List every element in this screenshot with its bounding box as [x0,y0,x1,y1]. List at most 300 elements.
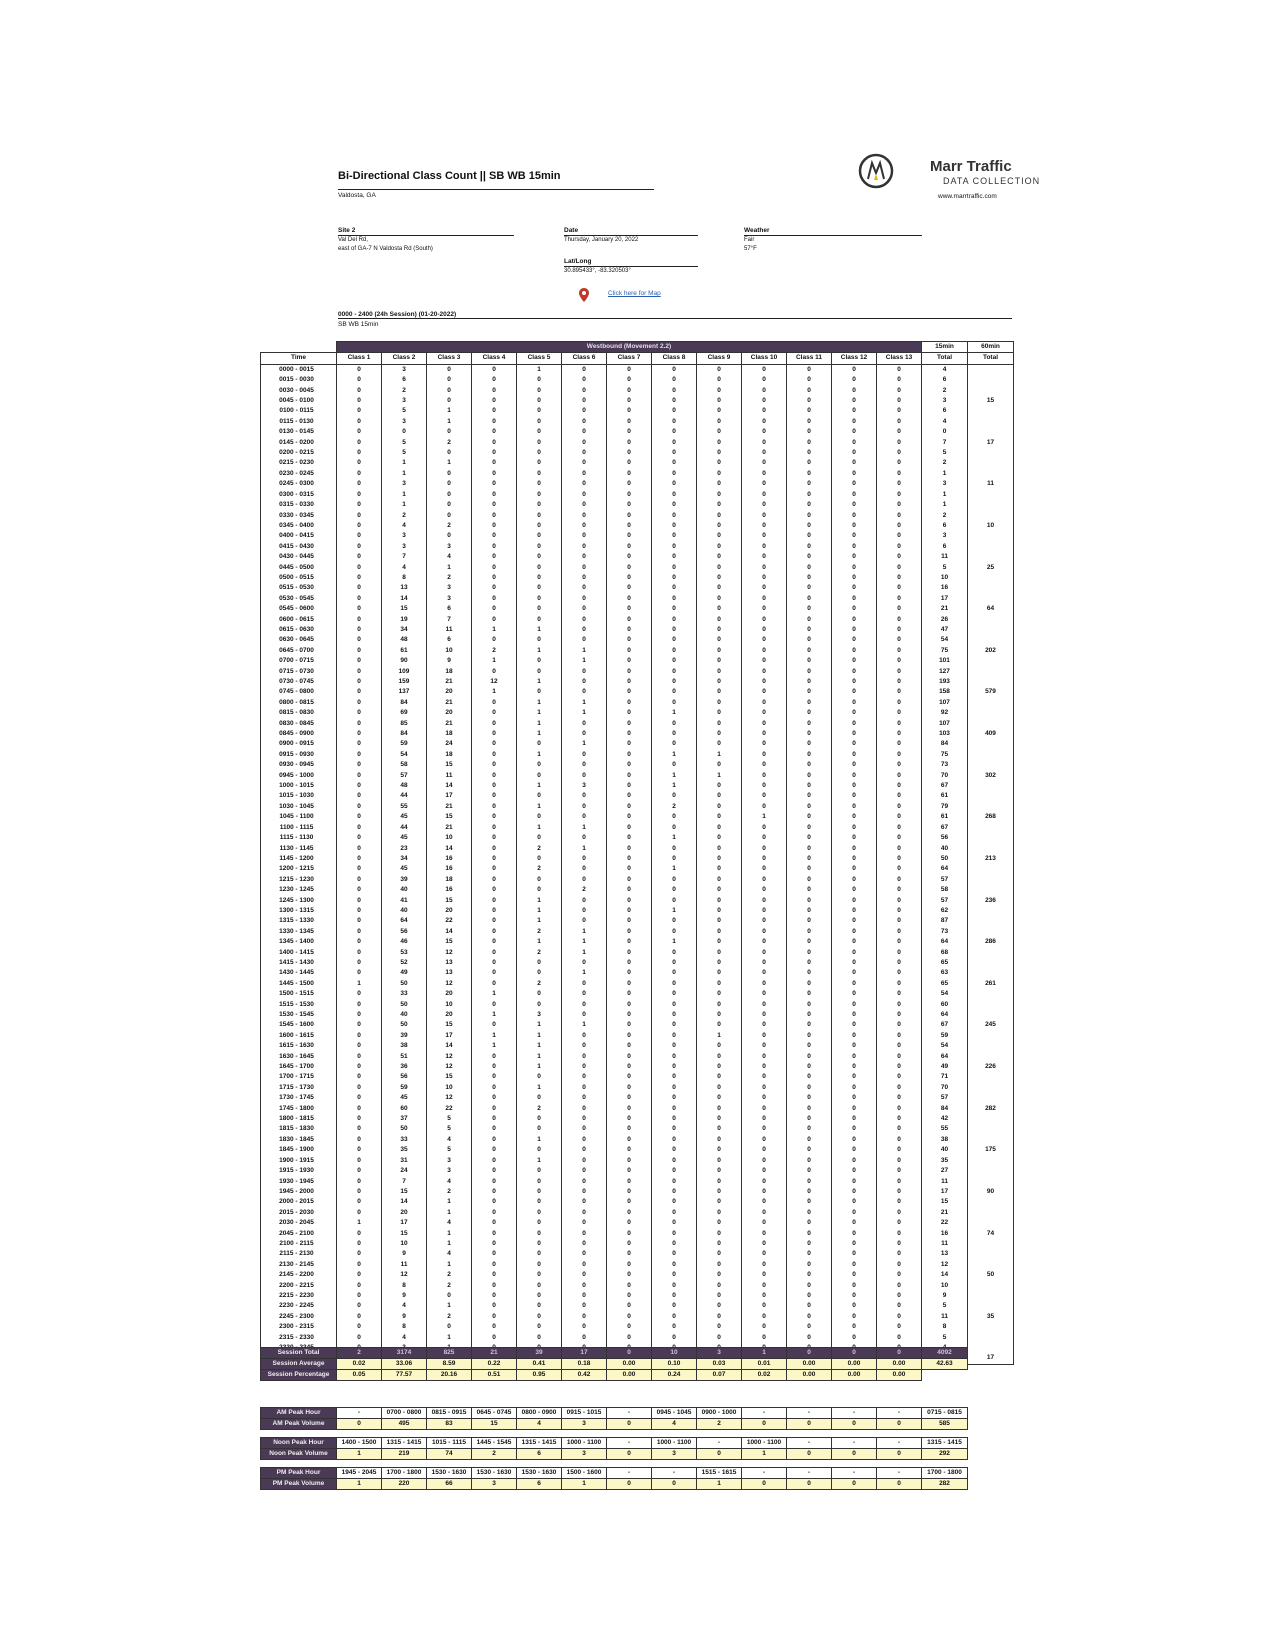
class-cell: 0 [742,906,787,916]
class-cell: 0 [652,1031,697,1041]
total15-cell: 193 [922,677,968,687]
total60-cell [968,667,1014,677]
class-cell: 0 [382,427,427,437]
class-cell: 0 [832,1010,877,1020]
class-cell: 0 [832,635,877,645]
class-cell: 0 [427,396,472,406]
time-cell: 0045 - 0100 [261,396,337,406]
class-cell: 0 [697,511,742,521]
session-percentage-row-cell: 0.07 [697,1370,742,1381]
class-cell: 17 [382,1218,427,1228]
class-cell: 0 [337,1041,382,1051]
class-cell: 0 [787,458,832,468]
class-cell: 0 [742,646,787,656]
class-cell: 0 [652,427,697,437]
time-cell: 1245 - 1300 [261,896,337,906]
class-cell: 0 [742,989,787,999]
class-cell: 0 [337,396,382,406]
class-cell: 0 [742,500,787,510]
noon-peak-hour-row-cell: 1000 - 1100 [652,1438,697,1449]
class-cell: 0 [607,802,652,812]
class-cell: 0 [832,479,877,489]
class-cell: 0 [472,719,517,729]
time-cell: 0115 - 0130 [261,417,337,427]
class-cell: 0 [832,1124,877,1134]
session-average-row-cell: 0.00 [877,1359,922,1370]
pm-peak-table [260,1467,968,1490]
class-cell: 0 [697,677,742,687]
band-spacer [261,342,337,353]
class-cell: 0 [832,396,877,406]
class-cell: 7 [382,552,427,562]
table-row [261,469,1014,479]
time-cell: 1615 - 1630 [261,1041,337,1051]
class-cell: 0 [697,1041,742,1051]
class-cell: 0 [787,833,832,843]
class-cell: 2 [427,438,472,448]
class-cell: 0 [742,927,787,937]
session-subtitle: SB WB 15min [338,321,379,328]
class-cell: 1 [652,781,697,791]
class-cell: 0 [652,479,697,489]
time-cell: 0500 - 0515 [261,573,337,583]
class-cell: 0 [337,1052,382,1062]
total15-cell: 2 [922,458,968,468]
class-cell: 0 [877,396,922,406]
class-cell: 0 [697,1020,742,1030]
table-row [261,1281,1014,1291]
class-cell: 0 [877,469,922,479]
class-cell: 1 [472,1031,517,1041]
class-cell: 1 [517,916,562,926]
class-cell: 0 [337,427,382,437]
class-cell: 0 [337,500,382,510]
class-cell: 0 [877,906,922,916]
class-cell: 0 [427,490,472,500]
class-cell: 2 [427,1270,472,1280]
map-pin-icon[interactable] [578,287,590,303]
class-cell: 1 [517,937,562,947]
class-cell: 0 [697,1333,742,1343]
table-row [261,1177,1014,1187]
noon-peak-hour-row-cell: 1315 - 1415 [922,1438,968,1449]
session-average-row-cell: 0.41 [517,1359,562,1370]
total60-cell [968,1208,1014,1218]
class-cell: 0 [877,750,922,760]
class-cell: 0 [832,927,877,937]
class-cell: 0 [877,791,922,801]
table-row [261,448,1014,458]
class-cell: 0 [517,1260,562,1270]
class-cell: 0 [877,1072,922,1082]
class-cell: 0 [697,1291,742,1301]
table-row [261,615,1014,625]
class-cell: 0 [607,1333,652,1343]
class-cell: 0 [472,1270,517,1280]
class-cell: 0 [607,677,652,687]
total15-cell: 50 [922,854,968,864]
class-cell: 51 [382,1052,427,1062]
class-cell: 0 [787,885,832,895]
time-cell: 0400 - 0415 [261,531,337,541]
website-url[interactable]: www.marrtraffic.com [938,193,997,200]
class-cell: 0 [517,739,562,749]
class-cell: 2 [517,1104,562,1114]
class-cell: 21 [427,677,472,687]
class-cell: 1 [427,406,472,416]
class-cell: 0 [472,604,517,614]
am-peak-table [260,1407,968,1430]
class-cell: 0 [607,916,652,926]
class-cell: 0 [742,1270,787,1280]
time-cell: 0030 - 0045 [261,386,337,396]
class-cell: 1 [517,802,562,812]
class-cell: 0 [877,511,922,521]
class-cell: 0 [652,968,697,978]
class-cell: 159 [382,677,427,687]
table-row [261,1052,1014,1062]
class-cell: 1 [562,708,607,718]
class-cell: 0 [562,375,607,385]
class-cell: 0 [652,469,697,479]
session-total-row-cell: 0 [832,1348,877,1359]
class-cell: 4 [427,1218,472,1228]
class-cell: 0 [607,687,652,697]
class-cell: 0 [337,646,382,656]
class-cell: 0 [607,896,652,906]
class-cell: 9 [382,1291,427,1301]
class-cell: 55 [382,802,427,812]
class-cell: 0 [742,1208,787,1218]
session-total-row-label: Session Total [261,1348,337,1359]
class-cell: 0 [787,948,832,958]
class-cell: 10 [427,1083,472,1093]
class-cell: 0 [337,364,382,375]
class-cell: 0 [607,438,652,448]
class-cell: 0 [697,937,742,947]
total15-cell: 49 [922,1062,968,1072]
class-cell: 0 [607,729,652,739]
class-cell: 0 [697,667,742,677]
class-cell: 15 [427,1072,472,1082]
report-location: Valdosta, GA [338,192,376,199]
total15-cell: 11 [922,1177,968,1187]
class-cell: 0 [832,687,877,697]
class-cell: 0 [472,469,517,479]
class-cell: 0 [877,1291,922,1301]
total60-cell: 35 [968,1312,1014,1322]
total15-cell: 21 [922,1208,968,1218]
total15-header: Total [922,353,968,364]
class-cell: 24 [427,739,472,749]
class-cell: 0 [877,760,922,770]
time-header: Time [261,353,337,364]
class-cell: 0 [337,1072,382,1082]
class-cell: 0 [517,1187,562,1197]
class-cell: 0 [877,615,922,625]
total15-cell: 58 [922,885,968,895]
class-cell: 0 [877,1239,922,1249]
time-cell: 2015 - 2030 [261,1208,337,1218]
class-cell: 0 [562,625,607,635]
class-cell: 0 [697,396,742,406]
class-cell: 0 [877,552,922,562]
total15-cell: 14 [922,1270,968,1280]
class-cell: 0 [562,448,607,458]
class-cell: 0 [337,573,382,583]
class-cell: 0 [832,1218,877,1228]
class-cell: 0 [742,1010,787,1020]
class-cell: 0 [652,979,697,989]
class-cell: 0 [697,646,742,656]
class-cell: 0 [877,490,922,500]
class-cell: 0 [877,1333,922,1343]
class-cell: 0 [607,989,652,999]
map-link[interactable]: Click here for Map [608,290,661,297]
class-cell: 0 [337,1145,382,1155]
table-row [261,968,1014,978]
class-cell: 0 [697,1187,742,1197]
class-cell: 0 [607,1249,652,1259]
class-cell: 0 [562,604,607,614]
class-cell: 34 [382,854,427,864]
time-cell: 1015 - 1030 [261,791,337,801]
class-cell: 10 [427,1000,472,1010]
class-cell: 0 [652,511,697,521]
site-line2: east of GA-7 N Valdosta Rd (South) [338,246,433,252]
class-cell: 0 [832,1135,877,1145]
total15-cell: 75 [922,750,968,760]
class-cell: 2 [517,979,562,989]
class-cell: 0 [607,386,652,396]
total60-cell: 302 [968,771,1014,781]
class-cell: 18 [427,875,472,885]
class-cell: 0 [652,615,697,625]
time-cell: 1000 - 1015 [261,781,337,791]
time-cell: 0245 - 0300 [261,479,337,489]
marr-traffic-logo-icon [858,153,894,189]
class-header-2: Class 2 [382,353,427,364]
class-cell: 1 [742,812,787,822]
class-cell: 0 [742,1156,787,1166]
class-cell: 0 [337,625,382,635]
class-cell: 15 [382,1229,427,1239]
logo-tagline: DATA COLLECTION [943,176,1041,186]
class-cell: 0 [877,417,922,427]
class-cell: 0 [607,1239,652,1249]
total15-cell: 38 [922,1135,968,1145]
total15-cell: 54 [922,1041,968,1051]
class-cell: 1 [517,364,562,375]
class-cell: 0 [832,458,877,468]
class-cell: 0 [697,896,742,906]
class-cell: 0 [607,667,652,677]
session-average-row-cell: 33.06 [382,1359,427,1370]
total15-cell: 11 [922,552,968,562]
total60-cell: 245 [968,1020,1014,1030]
class-cell: 0 [877,386,922,396]
class-cell: 0 [562,521,607,531]
class-cell: 2 [427,1187,472,1197]
table-row [261,1333,1014,1343]
class-cell: 0 [337,594,382,604]
class-cell: 0 [742,1124,787,1134]
class-cell: 0 [607,490,652,500]
class-cell: 0 [877,573,922,583]
table-row [261,1208,1014,1218]
class-cell: 0 [607,1281,652,1291]
class-cell: 0 [652,448,697,458]
class-cell: 0 [742,1104,787,1114]
pm-peak-volume-row-cell: 0 [832,1479,877,1490]
class-cell: 9 [427,656,472,666]
class-cell: 0 [697,386,742,396]
class-cell: 0 [787,615,832,625]
class-cell: 0 [472,531,517,541]
class-cell: 0 [697,906,742,916]
class-cell: 0 [742,823,787,833]
class-cell: 0 [742,573,787,583]
total60-cell [968,1031,1014,1041]
total15-cell: 64 [922,864,968,874]
class-cell: 0 [607,1062,652,1072]
class-cell: 0 [472,438,517,448]
class-cell: 0 [697,427,742,437]
time-cell: 2100 - 2115 [261,1239,337,1249]
total15-cell: 61 [922,812,968,822]
class-cell: 0 [607,1031,652,1041]
class-cell: 0 [562,583,607,593]
class-cell: 0 [787,1249,832,1259]
class-cell: 0 [832,1000,877,1010]
class-cell: 0 [787,635,832,645]
class-cell: 0 [607,1156,652,1166]
total60-cell [968,708,1014,718]
class-cell: 12 [472,677,517,687]
time-cell: 1645 - 1700 [261,1062,337,1072]
time-cell: 1200 - 1215 [261,864,337,874]
table-row [261,781,1014,791]
class-cell: 1 [472,656,517,666]
class-cell: 0 [652,948,697,958]
time-cell: 0730 - 0745 [261,677,337,687]
class-cell: 0 [337,1301,382,1311]
class-cell: 0 [742,937,787,947]
class-cell: 0 [697,1083,742,1093]
class-cell: 54 [382,750,427,760]
total60-cell: 268 [968,812,1014,822]
class-cell: 2 [427,1312,472,1322]
class-cell: 1 [517,1083,562,1093]
time-cell: 0745 - 0800 [261,687,337,697]
class-cell: 0 [787,375,832,385]
total15-cell: 67 [922,1020,968,1030]
class-cell: 0 [562,1229,607,1239]
class-cell: 0 [877,1249,922,1259]
class-cell: 3 [427,1166,472,1176]
class-cell: 22 [427,916,472,926]
class-cell: 0 [472,698,517,708]
class-cell: 0 [652,1052,697,1062]
class-cell: 2 [382,386,427,396]
class-cell: 0 [787,1291,832,1301]
class-cell: 0 [562,1249,607,1259]
class-cell: 0 [337,927,382,937]
class-cell: 0 [697,364,742,375]
class-cell: 0 [832,583,877,593]
class-cell: 0 [607,739,652,749]
class-cell: 60 [382,1104,427,1114]
total15-cell: 107 [922,719,968,729]
class-cell: 0 [607,479,652,489]
class-cell: 0 [787,844,832,854]
class-cell: 0 [472,396,517,406]
class-cell: 0 [517,406,562,416]
class-cell: 0 [472,417,517,427]
total60-cell [968,625,1014,635]
total60-cell [968,1083,1014,1093]
class-cell: 20 [427,1010,472,1020]
class-cell: 0 [517,854,562,864]
class-cell: 0 [607,1072,652,1082]
class-cell: 0 [697,490,742,500]
class-cell: 0 [787,594,832,604]
total60-cell [968,406,1014,416]
class-cell: 0 [652,854,697,864]
class-cell: 0 [337,552,382,562]
total60-cell [968,375,1014,385]
class-cell: 0 [337,1020,382,1030]
class-cell: 1 [427,563,472,573]
class-cell: 0 [652,1156,697,1166]
class-cell: 0 [742,656,787,666]
table-row [261,563,1014,573]
class-cell: 0 [652,1062,697,1072]
total60-header-top: 60min [968,342,1014,353]
class-cell: 0 [472,1114,517,1124]
class-cell: 0 [652,1239,697,1249]
date-value: Thursday, January 20, 2022 [564,237,639,243]
class-cell: 0 [877,833,922,843]
class-cell: 0 [562,812,607,822]
time-cell: 0945 - 1000 [261,771,337,781]
class-cell: 0 [697,698,742,708]
total60-cell [968,552,1014,562]
class-cell: 0 [877,916,922,926]
session-percentage-row-cell: 20.16 [427,1370,472,1381]
class-cell: 0 [652,542,697,552]
class-cell: 5 [382,406,427,416]
pm-peak-hour-row-cell: 1945 - 2045 [337,1468,382,1479]
class-cell: 13 [382,583,427,593]
class-cell: 0 [337,1333,382,1343]
total60-cell: 409 [968,729,1014,739]
class-cell: 0 [607,625,652,635]
class-cell: 11 [427,625,472,635]
total15-cell: 5 [922,563,968,573]
total60-cell: 64 [968,604,1014,614]
class-cell: 1 [652,708,697,718]
table-row [261,511,1014,521]
class-cell: 0 [742,719,787,729]
class-cell: 1 [562,948,607,958]
class-cell: 0 [517,1249,562,1259]
class-cell: 0 [877,1229,922,1239]
class-cell: 0 [472,364,517,375]
table-row [261,375,1014,385]
class-cell: 0 [697,885,742,895]
class-cell: 0 [877,625,922,635]
